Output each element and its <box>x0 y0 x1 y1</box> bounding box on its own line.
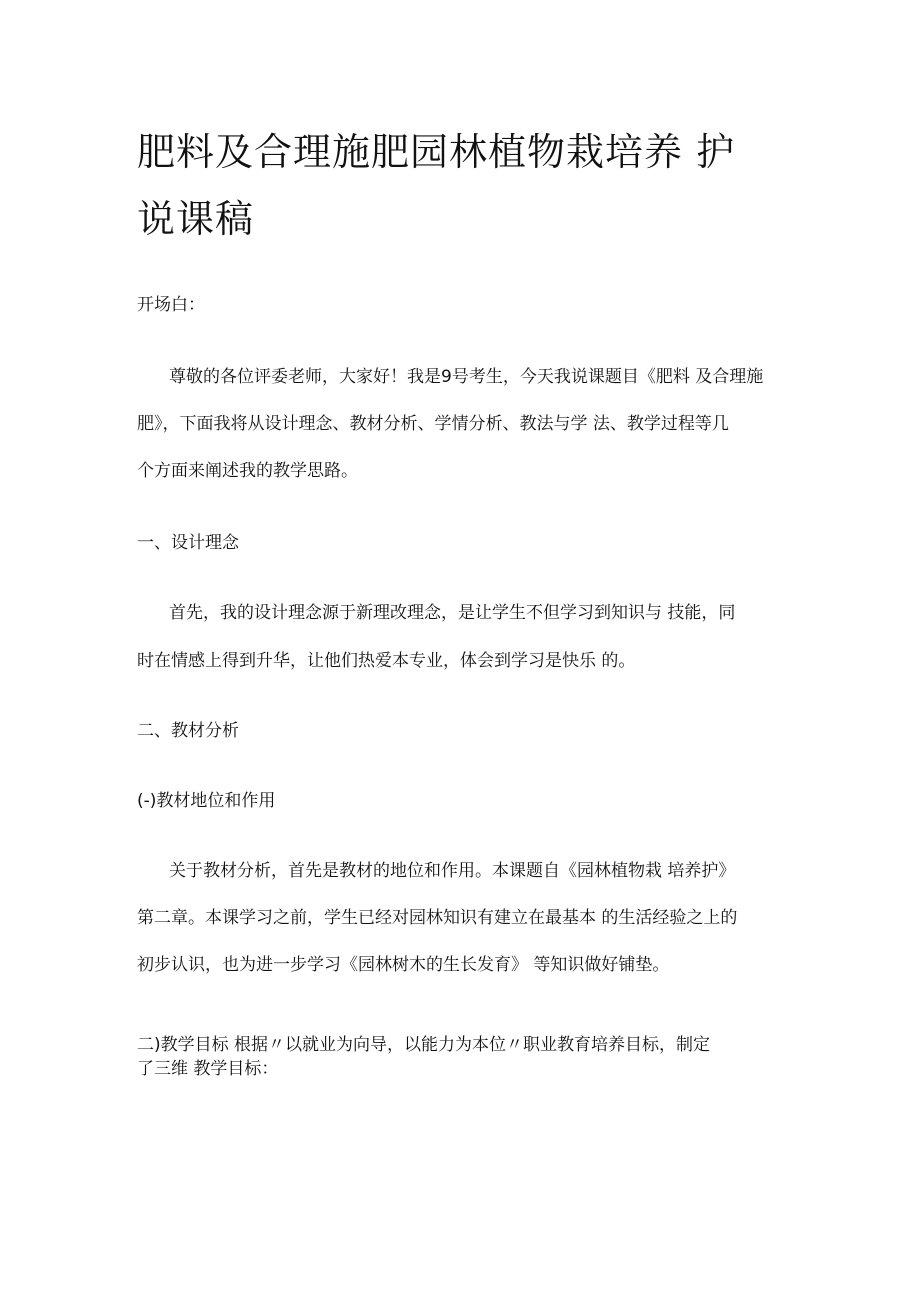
section1-body-line-2: 时在情感上得到升华，让他们热爱本专业，体会到学习是快乐 的。 <box>137 651 636 671</box>
subsection1-body-line-3: 初步认识，也为进一步学习《园林树木的生长发育》 等知识做好铺垫。 <box>137 955 670 975</box>
document-title-line-2: 说课稿 <box>137 197 255 241</box>
section2-heading: 二、教材分析 <box>137 721 239 741</box>
subsection2-line-2: 了三维 教学目标： <box>137 1059 279 1079</box>
subsection2-line-1: 二)教学目标 根据〃以就业为向导，以能力为本位〃职业教育培养目标，制定 <box>137 1035 711 1055</box>
document-title-line-1: 肥料及合理施肥园林植物栽培养 护 <box>137 130 736 174</box>
intro-line-1: 尊敬的各位评委老师，大家好！我是9号考生，今天我说课题目《肥料 及合理施 <box>169 367 764 387</box>
subsection1-heading: (-)教材地位和作用 <box>137 791 276 811</box>
opening-label: 开场白： <box>137 295 205 315</box>
intro-line-2: 肥》，下面我将从设计理念、教材分析、学情分析、教法与学 法、教学过程等几 <box>137 414 729 434</box>
section1-body-line-1: 首先，我的设计理念源于新理改理念，是让学生不但学习到知识与 技能，同 <box>169 603 736 623</box>
subsection1-body-line-1: 关于教材分析，首先是教材的地位和作用。本课题自《园林植物栽 培养护》 <box>169 861 736 881</box>
section1-heading: 一、设计理念 <box>137 533 239 553</box>
subsection1-body-line-2: 第二章。本课学习之前，学生已经对园林知识有建立在最基本 的生活经验之上的 <box>137 908 738 928</box>
intro-line-3: 个方面来阐述我的教学思路。 <box>137 461 358 481</box>
